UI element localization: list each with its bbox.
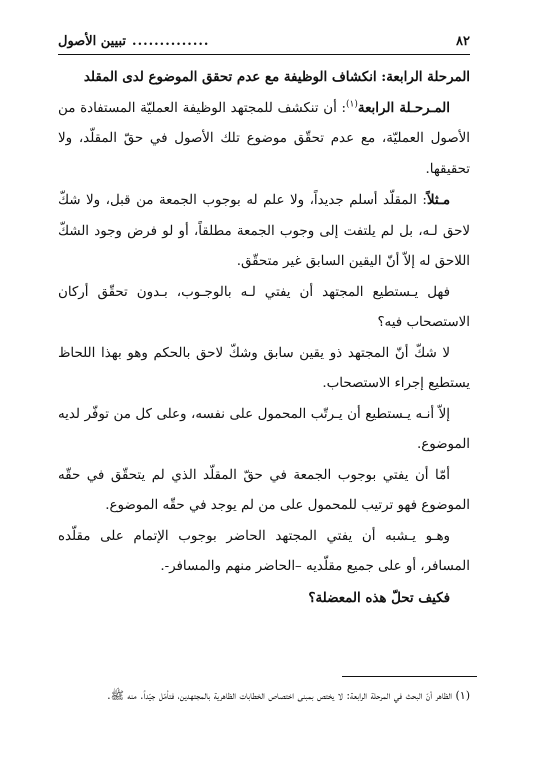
header-book-group <box>58 34 209 49</box>
header-dots: .............. <box>132 33 210 49</box>
closing-question: فكيف تحلّ هذه المعضلة؟ <box>308 589 450 606</box>
paragraph-2 <box>58 185 470 278</box>
header-rule <box>58 54 470 55</box>
footnote-ref: (١) <box>346 99 358 110</box>
running-header <box>58 30 470 52</box>
paragraph-text: : المقلّد أسلم جديداً، ولا علم له بوجوب الجمعة من قبل، ولا شكّ لاحق لـه، بل لم يلتفت إلى وجوب الجمعة مطلقاً، أو لو فرض وجود الشكّ اللاحق له إلاّ أنّ اليقين السابق غير متحقّق. <box>58 193 470 269</box>
header-title-group <box>456 34 470 49</box>
paragraph-4: لا شكّ أنّ المجتهد ذو يقين سابق وشكّ لاحق بالحكم وهو بهذا اللحاظ يستطيع إجراء الاستصحاب. <box>58 345 470 391</box>
paragraph-6: أمّا أن يفتي بوجوب الجمعة في حقّ المقلّد الذي لم يتحقّق في حقّه الموضوع فهو ترتيب للمحمول على من لم يوجد في حقّه الموضوع. <box>58 467 470 513</box>
footnote <box>58 684 470 708</box>
page-number: ٨٢ <box>456 33 470 49</box>
paragraph-lead: المـرحـلة الرابعة <box>357 99 450 116</box>
paragraph-1 <box>58 93 470 186</box>
paragraph-lead: مـثلاً <box>426 192 450 208</box>
paragraph-text: : أن تنكشف للمجتهد الوظيفة العمليّة المستفادة من الأصول العمليّة، مع عدم تحقّق موضوع تلك الأصول في حقّ المقلّد، ولا تحقيقها. <box>58 100 470 177</box>
main-text <box>58 62 470 613</box>
paragraph-7: وهـو يـشبه أن يفتي المجتهد الحاضر بوجوب الإتمام على مقلّده المسافر، أو على جميع مقلّديه –الحاضر منهم والمسافر-. <box>58 528 470 574</box>
footnote-marker: (١) <box>455 689 470 702</box>
paragraph-5: إلاّ أنـه يـستطيع أن يـرتّب المحمول على نفسه، وعلى كل من توفّر لديه الموضوع. <box>58 406 470 452</box>
section-heading: المرحلة الرابعة: انكشاف الوظيفة مع عدم تحقق الموضوع لدى المقلد <box>83 69 470 85</box>
book-title: تبيين الأصول <box>58 33 127 49</box>
paragraph-3: فهل يـستطيع المجتهد أن يفتي لـه بالوجـوب، بـدون تحقّق أركان الاستصحاب فيه؟ <box>58 284 470 330</box>
footnote-line <box>58 684 470 708</box>
footnote-text: الظاهر أنّ البحث في المرحلة الرابعة: لا يختص بمبنى اختصاص الخطابات الظاهرية بالمجتهدين، فتأمّل جيّداً. منه ﷺ. <box>107 689 452 702</box>
footnote-rule <box>342 676 477 677</box>
